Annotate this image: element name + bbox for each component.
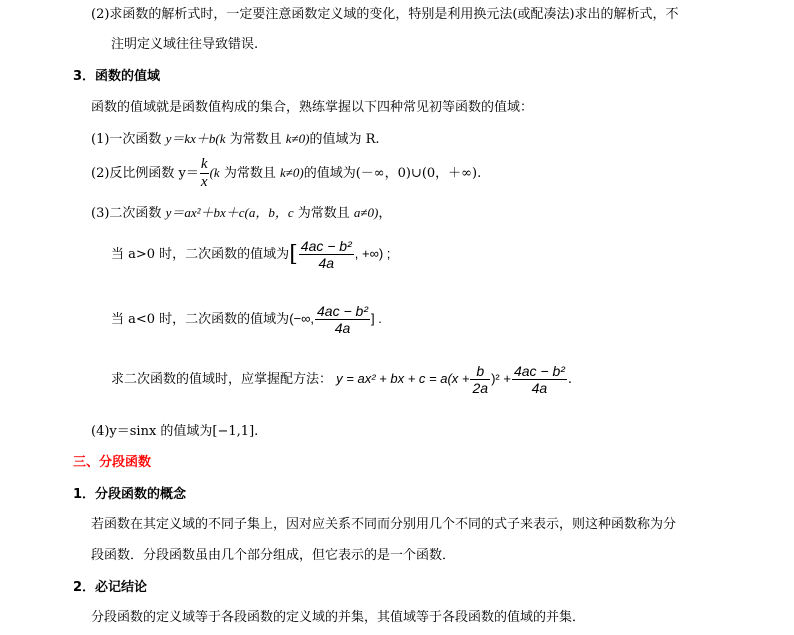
- case-a-positive: [111, 238, 390, 271]
- method-fraction-2: [512, 363, 567, 396]
- item-2-inverse: [91, 156, 481, 191]
- item-2-rest-3: k≠0): [279, 165, 304, 180]
- item-1-formula: y＝kx＋b(k: [165, 131, 226, 146]
- case-pos-close: , +∞) ;: [354, 246, 391, 261]
- case-pos-den: 4a: [318, 255, 335, 271]
- method-lhs: y = ax² + bx + c = a: [336, 371, 448, 386]
- subsection-1-line1: 若函数在其定义域的不同子集上，因对应关系不同而分别用几个不同的式子来表示，则这种函数称为分: [91, 517, 677, 532]
- subsection-2-line1: 分段函数的定义域等于各段函数的定义域的并集，其值域等于各段函数的值域的并集．: [91, 610, 586, 625]
- item-2-prefix: (2)反比例函数 y＝: [91, 166, 199, 181]
- case-neg-num: 4ac − b²: [317, 303, 368, 319]
- item-2-frac-num: k: [200, 156, 208, 172]
- item-2-rest-2: 为常数且: [219, 166, 280, 181]
- item-2-frac-den: x: [200, 174, 208, 190]
- subsection-2-title: 2．必记结论: [73, 580, 148, 595]
- case-a-negative: [111, 303, 382, 336]
- method-fraction-1: [470, 363, 490, 396]
- case-neg-open: (−∞,: [289, 311, 314, 326]
- case-neg-den: 4a: [334, 320, 351, 336]
- method-end: .: [567, 372, 573, 387]
- item-4-sine: (4)y＝sinx 的值域为[−1,1].: [91, 424, 259, 439]
- item-1-suffix: 的值域为 R.: [309, 132, 380, 147]
- item-1-linear: [91, 131, 380, 148]
- item-2-rest-1: (k: [209, 165, 220, 180]
- method-frac1-num: b: [470, 363, 490, 380]
- method-frac1-den: 2a: [472, 380, 489, 396]
- method-frac2-num: 4ac − b²: [513, 363, 565, 379]
- item-3-formula: y＝ax²＋bx＋c(a，b，c: [165, 205, 294, 220]
- case-neg-fraction: [315, 303, 370, 336]
- case-neg-close: ] .: [370, 311, 382, 326]
- completing-square-method: [111, 363, 572, 396]
- item-3-suffix: ，: [378, 206, 392, 221]
- subsection-1-title: 1．分段函数的概念: [73, 487, 187, 502]
- item-2-rest-4: 的值域为(－∞，0)∪(0，＋∞).: [303, 166, 482, 181]
- para-2-line2: 注明定义域往往导致错误.: [111, 37, 259, 52]
- case-pos-num: 4ac − b²: [300, 238, 352, 254]
- section-3-title: 3．函数的值域: [73, 69, 161, 84]
- case-pos-open: [: [289, 242, 298, 267]
- case-pos-fraction: [299, 238, 354, 271]
- case-neg-text: 当 a<0 时，二次函数的值域为: [111, 312, 290, 327]
- item-3-prefix: (3)二次函数: [91, 206, 166, 221]
- part-3-title: 三、分段函数: [73, 455, 152, 470]
- section-3-intro: 函数的值域就是函数值构成的集合，熟练掌握以下四种常见初等函数的值域：: [91, 100, 534, 115]
- item-1-cond: k≠0): [285, 131, 310, 146]
- method-paren-open: (x +: [447, 371, 470, 386]
- case-pos-text: 当 a>0 时，二次函数的值域为: [111, 247, 290, 262]
- method-text: 求二次函数的值域时，应掌握配方法：: [111, 372, 333, 387]
- item-1-prefix: (1)一次函数: [91, 132, 166, 147]
- item-3-middle: 为常数且: [293, 206, 354, 221]
- item-2-fraction: [200, 156, 209, 191]
- method-paren-close: )² +: [491, 371, 511, 386]
- subsection-1-line2: 段函数．分段函数虽由几个部分组成，但它表示的是一个函数．: [91, 548, 456, 563]
- method-frac2-den: 4a: [531, 380, 548, 396]
- item-1-middle: 为常数且: [225, 132, 286, 147]
- para-2-line1: (2)求函数的解析式时，一定要注意函数定义域的变化，特别是利用换元法(或配凑法)求出的解析式，不: [91, 7, 679, 22]
- item-3-quadratic: [91, 205, 391, 222]
- item-3-cond: a≠0): [353, 205, 379, 220]
